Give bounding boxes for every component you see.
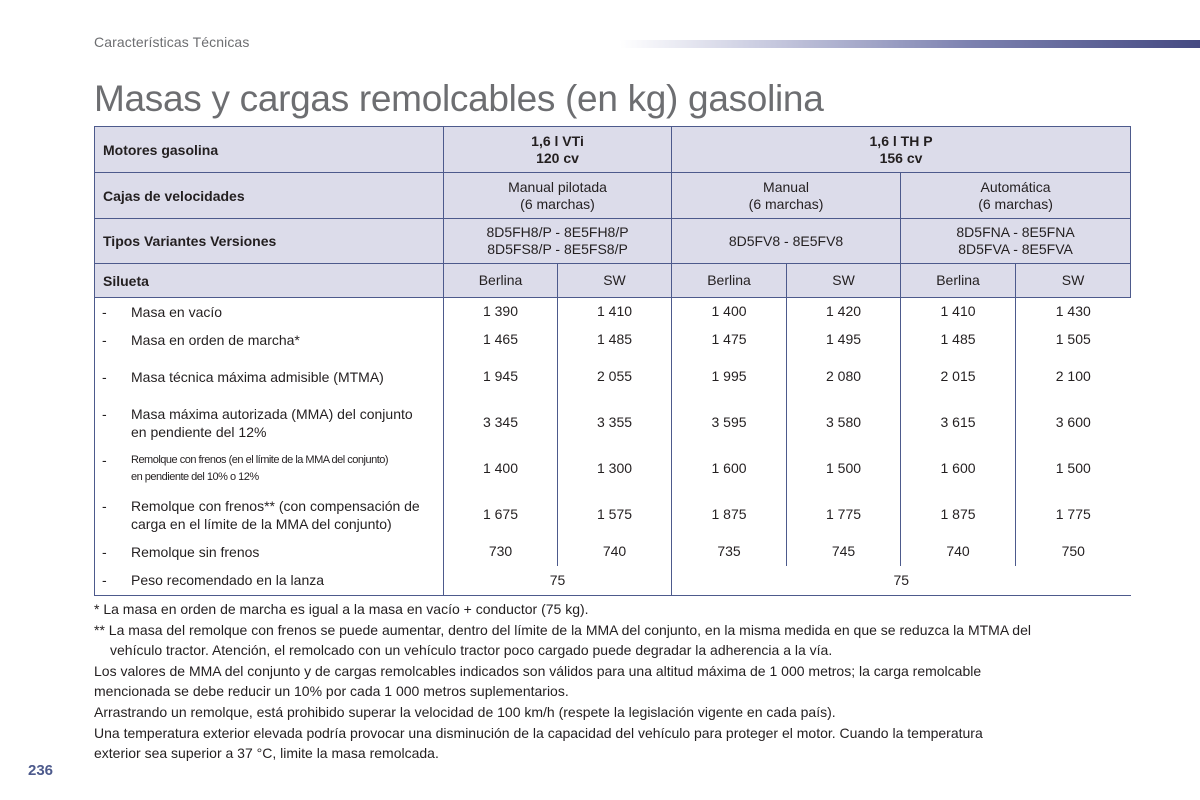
- body-col: Berlina: [672, 264, 787, 298]
- row-label-text: Remolque con frenos** (con compensación de carga en el límite de la MMA del conjunto): [131, 497, 420, 532]
- towbar-vti: 75: [444, 566, 672, 596]
- row-value: 2 015: [901, 354, 1016, 400]
- table-row: [95, 400, 1131, 446]
- gearbox-label: Cajas de velocidades: [95, 173, 444, 219]
- engine-thp: 1,6 l TH P 156 cv: [672, 127, 1131, 173]
- row-value: 1 500: [787, 446, 901, 492]
- row-value: 1 430: [1016, 298, 1131, 326]
- row-label: [95, 298, 444, 326]
- note-line: Los valores de MMA del conjunto y de cargas remolcables indicados son válidos para una altitud máxima de 1 000 metros; la carga remolcable: [94, 662, 982, 679]
- gearbox-thp-auto: Automática (6 marchas): [901, 173, 1131, 219]
- row-value: 3 580: [787, 400, 901, 446]
- row-dash: -: [102, 368, 107, 385]
- row-value: 3 615: [901, 400, 1016, 446]
- table-row: [95, 446, 1131, 492]
- row-label: [95, 446, 444, 492]
- row-value: 1 410: [901, 298, 1016, 326]
- specs-table: [94, 126, 1131, 596]
- row-label: [95, 354, 444, 400]
- variants-label: Tipos Variantes Versiones: [95, 219, 444, 264]
- body-row: [95, 264, 1131, 298]
- row-value: 3 595: [672, 400, 787, 446]
- row-value: 1 600: [672, 446, 787, 492]
- table-row: [95, 298, 1131, 326]
- row-value: 740: [558, 538, 672, 566]
- row-dash: -: [102, 572, 107, 589]
- row-value: 2 080: [787, 354, 901, 400]
- engines-row: [95, 127, 1131, 173]
- row-label: [95, 538, 444, 566]
- row-dash: -: [102, 405, 107, 422]
- variants-row: [95, 219, 1131, 264]
- row-value: 1 505: [1016, 326, 1131, 354]
- gearbox-vti: Manual pilotada (6 marchas): [444, 173, 672, 219]
- row-value: 1 775: [1016, 492, 1131, 538]
- row-value: 2 100: [1016, 354, 1131, 400]
- row-label-text: Masa máxima autorizada (MMA) del conjunto en pendiente del 12%: [131, 405, 413, 440]
- row-value: 1 775: [787, 492, 901, 538]
- note-line: Arrastrando un remolque, está prohibido superar la velocidad de 100 km/h (respete la legislación vigente en cada país).: [94, 703, 836, 720]
- row-value: 3 600: [1016, 400, 1131, 446]
- body-col: SW: [787, 264, 901, 298]
- row-value: 1 500: [1016, 446, 1131, 492]
- row-value: 1 485: [901, 326, 1016, 354]
- body-col: Berlina: [901, 264, 1016, 298]
- variants-vti: 8D5FH8/P - 8E5FH8/P 8D5FS8/P - 8E5FS8/P: [444, 219, 672, 264]
- body-col: SW: [1016, 264, 1131, 298]
- row-value: 1 410: [558, 298, 672, 326]
- row-value: 3 355: [558, 400, 672, 446]
- note-line: Una temperatura exterior elevada podría provocar una disminución de la capacidad del vehículo para proteger el motor. Cuando la temperatura: [94, 724, 983, 741]
- row-value: 1 400: [444, 446, 558, 492]
- row-value: 745: [787, 538, 901, 566]
- row-value: 1 875: [901, 492, 1016, 538]
- section-header: Características Técnicas: [94, 34, 250, 50]
- row-value: 1 300: [558, 446, 672, 492]
- row-value: 2 055: [558, 354, 672, 400]
- page-number: 236: [28, 762, 54, 779]
- variants-thp-manual: 8D5FV8 - 8E5FV8: [672, 219, 901, 264]
- body-label: Silueta: [95, 264, 444, 298]
- row-value: 740: [901, 538, 1016, 566]
- row-value: 750: [1016, 538, 1131, 566]
- engine-vti: 1,6 l VTi 120 cv: [444, 127, 672, 173]
- row-dash: -: [102, 497, 107, 514]
- towbar-thp: 75: [672, 566, 1131, 596]
- table-row: [95, 354, 1131, 400]
- row-label: [95, 492, 444, 538]
- row-label-text: Masa técnica máxima admisible (MTMA): [131, 368, 384, 385]
- note-line: ** La masa del remolque con frenos se puede aumentar, dentro del límite de la MMA del conjunto, en la misma medida en que se reduzca la MTMA del: [94, 621, 1031, 638]
- body-col: SW: [558, 264, 672, 298]
- row-dash: -: [102, 331, 107, 348]
- row-value: 1 475: [672, 326, 787, 354]
- gearbox-thp-manual: Manual (6 marchas): [672, 173, 901, 219]
- table-row: [95, 492, 1131, 538]
- footnotes: [94, 599, 1144, 764]
- row-value: 1 875: [672, 492, 787, 538]
- row-label: [95, 326, 444, 354]
- body-col: Berlina: [444, 264, 558, 298]
- row-value: 1 995: [672, 354, 787, 400]
- variants-thp-auto: 8D5FNA - 8E5FNA 8D5FVA - 8E5FVA: [901, 219, 1131, 264]
- table-row: [95, 538, 1131, 566]
- row-value: 735: [672, 538, 787, 566]
- row-value: 1 675: [444, 492, 558, 538]
- table-row: [95, 326, 1131, 354]
- row-value: 1 600: [901, 446, 1016, 492]
- engines-label: Motores gasolina: [95, 127, 444, 173]
- row-dash: -: [102, 543, 107, 560]
- note-line: exterior sea superior a 37 °C, limite la masa remolcada.: [94, 745, 439, 762]
- row-value: 1 575: [558, 492, 672, 538]
- page-title: Masas y cargas remolcables (en kg) gasolina: [94, 78, 824, 119]
- header-gradient-bar: [620, 40, 1200, 48]
- row-label-text: Masa en vacío: [131, 303, 223, 320]
- row-dash: -: [102, 451, 107, 468]
- note-line: * La masa en orden de marcha es igual a la masa en vacío + conductor (75 kg).: [94, 601, 589, 617]
- row-label-text: Masa en orden de marcha*: [131, 331, 300, 348]
- note-line: mencionada se debe reducir un 10% por cada 1 000 metros suplementarios.: [94, 683, 569, 700]
- row-value: 1 390: [444, 298, 558, 326]
- row-label: [95, 566, 444, 596]
- gearbox-row: [95, 173, 1131, 219]
- row-label-text: Remolque con frenos (en el límite de la MMA del conjunto) en pendiente del 10% o 12%: [131, 453, 389, 483]
- row-value: 1 485: [558, 326, 672, 354]
- row-value: 1 420: [787, 298, 901, 326]
- row-value: 3 345: [444, 400, 558, 446]
- row-value: 1 495: [787, 326, 901, 354]
- row-label: [95, 400, 444, 446]
- row-value: 1 465: [444, 326, 558, 354]
- row-label-text: Remolque sin frenos: [131, 543, 260, 560]
- row-dash: -: [102, 303, 107, 320]
- note-line: vehículo tractor. Atención, el remolcado con un vehículo tractor poco cargado puede degradar la adherencia a la vía.: [110, 642, 833, 659]
- row-label-text: Peso recomendado en la lanza: [131, 572, 325, 589]
- row-value: 730: [444, 538, 558, 566]
- row-value: 1 400: [672, 298, 787, 326]
- row-value: 1 945: [444, 354, 558, 400]
- table-row: [95, 566, 1131, 596]
